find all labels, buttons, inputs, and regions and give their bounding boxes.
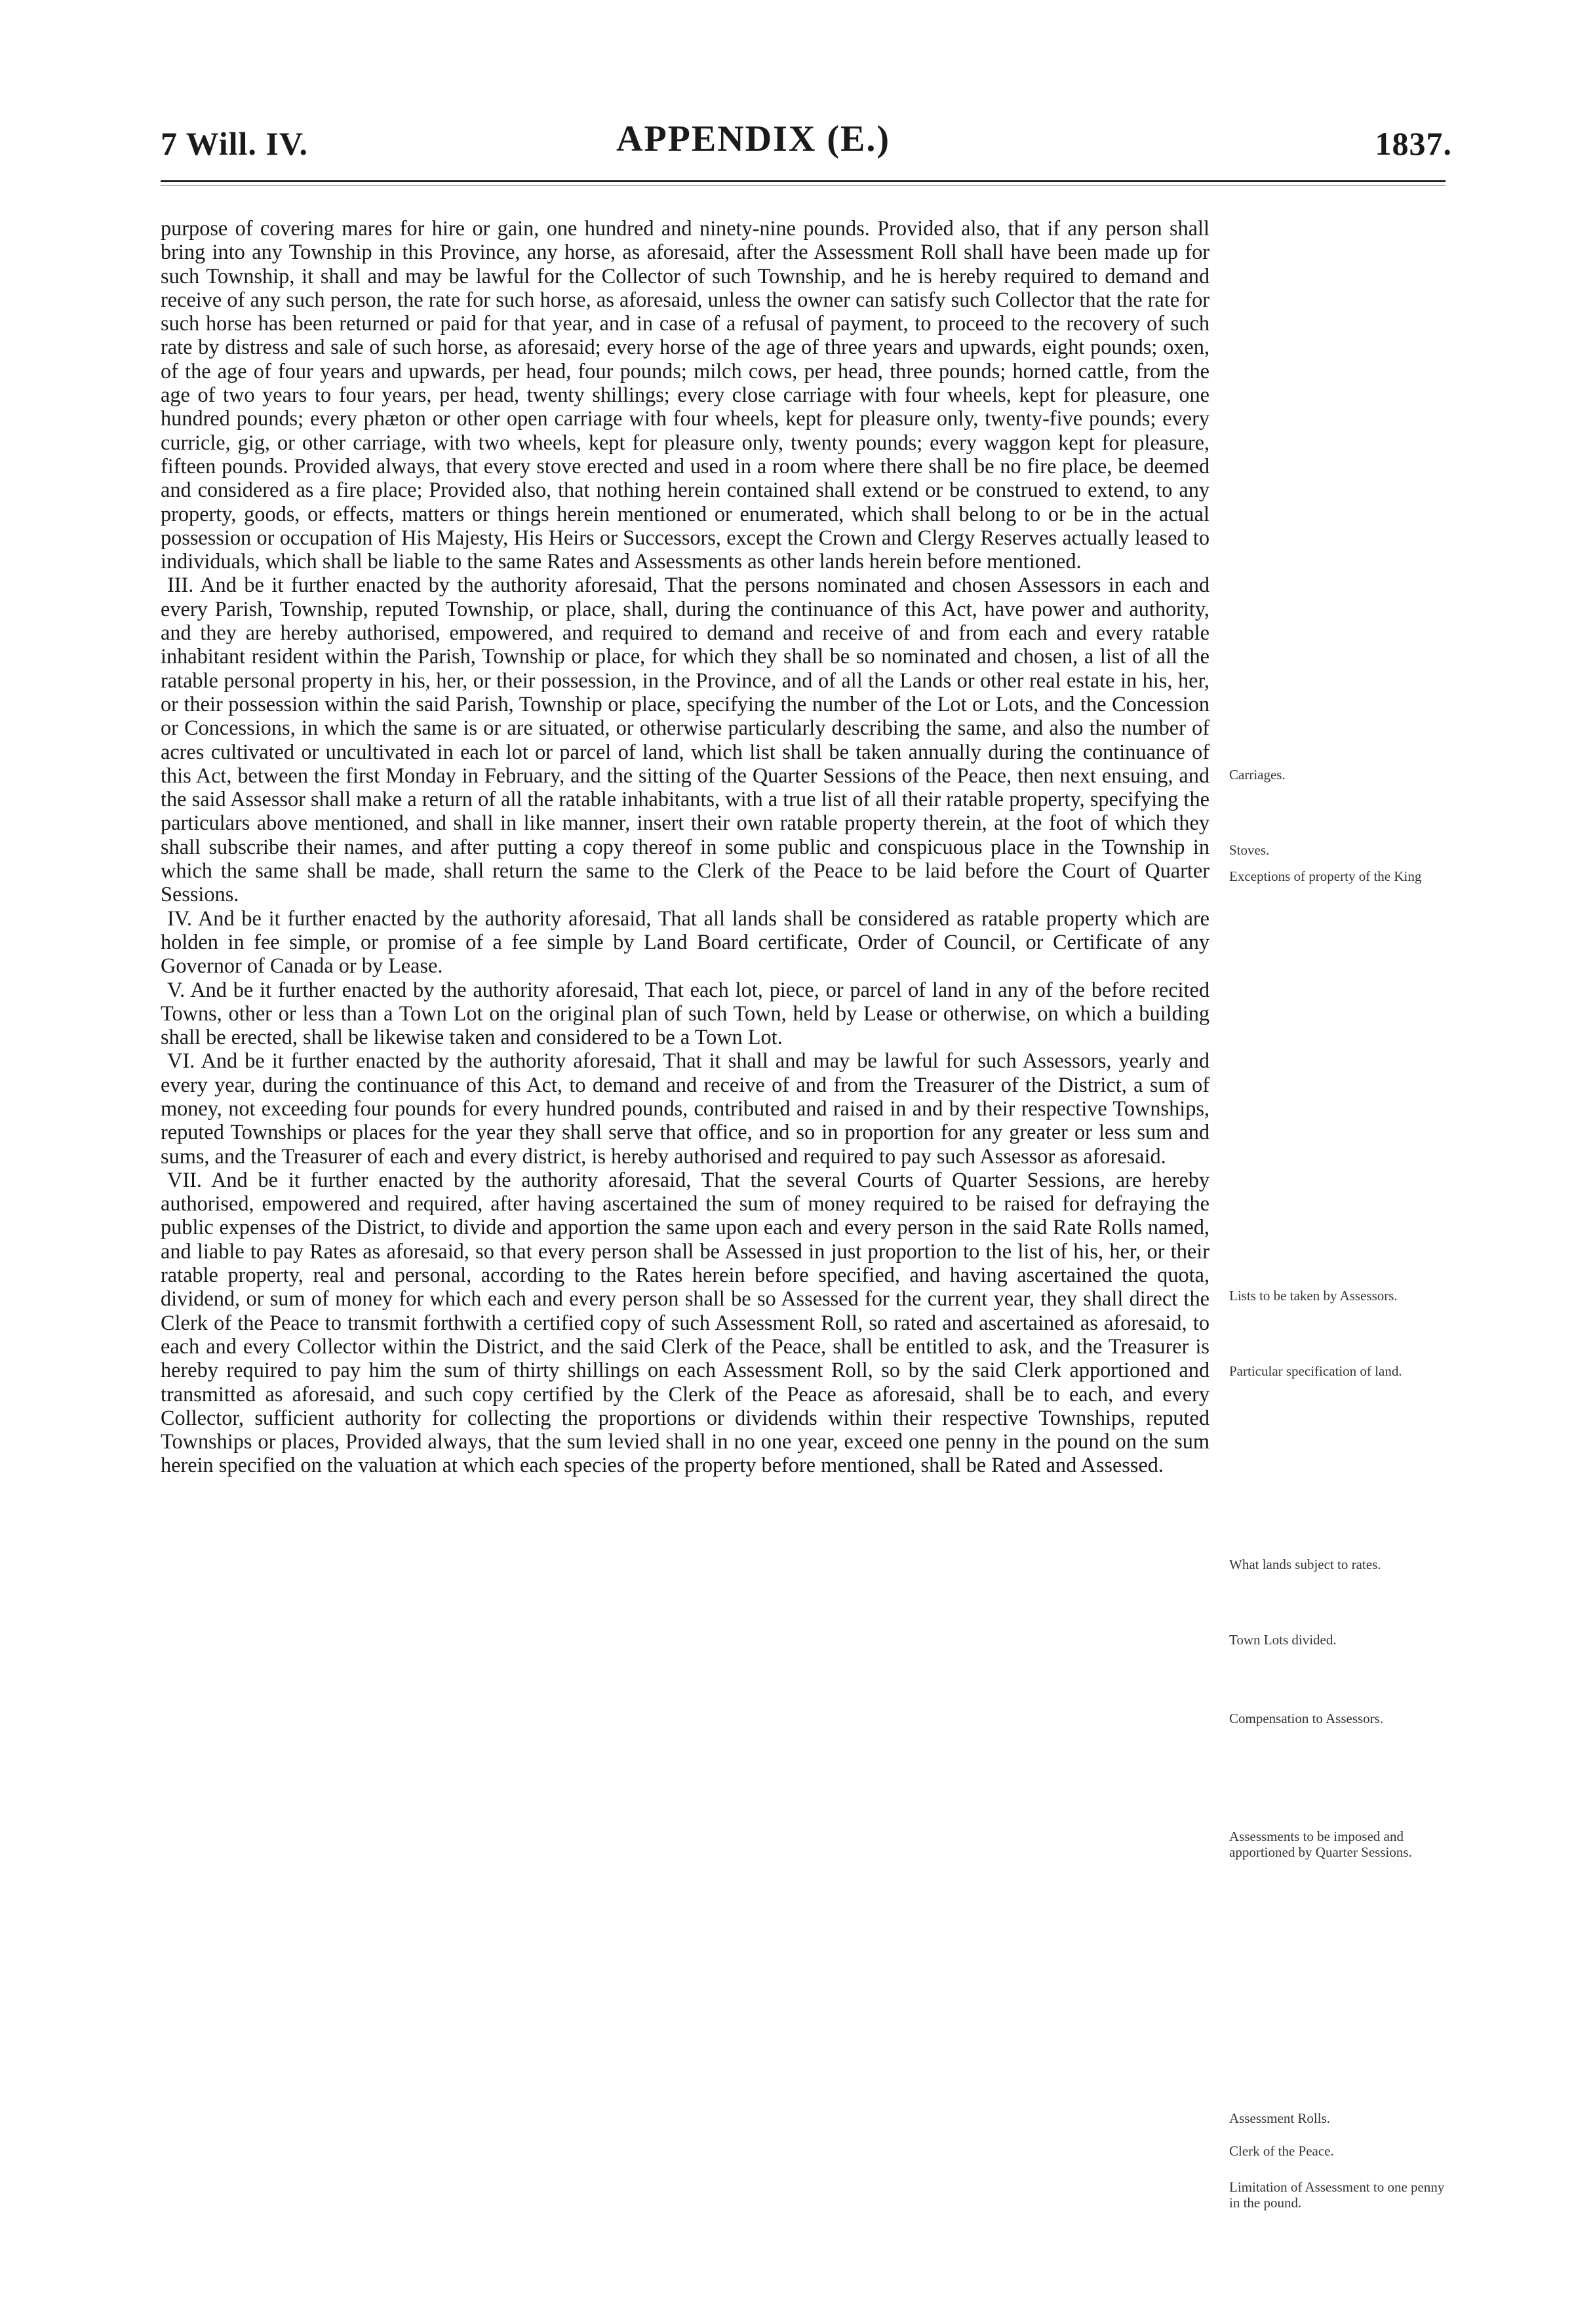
paragraph-section-vii: VII. And be it further enacted by the authority aforesaid, That the several Courts of Quarter Sessions, are hereby authorised, empowered and required, after having ascertained the sum of money required to be raised for defraying the public expenses of the District, to divide and apportion the same upon each and every person in the said Rate Rolls named, and liable to pay Rates as aforesaid, so that every person shall be Assessed in just proportion to the list of his, her, or their ratable property, real and personal, according to the Rates herein before specified, and having ascertained the quota, dividend, or sum of money for which each and every person shall be so Assessed for the current year, they shall direct the Clerk of the Peace to transmit forthwith a certified copy of such Assessment Roll, so rated and ascertained as aforesaid, to each and every Collector within the District, and the said Clerk of the Peace, shall be entitled to ask, and the Treasurer is hereby required to pay him the sum of thirty shillings on each Assessment Roll, so by the said Clerk apportioned and transmitted as aforesaid, and such copy certified by the Clerk of the Peace as aforesaid, shall be to each, and every Collector, sufficient authority for collecting the proportions or dividends within their respective Townships, reputed Townships or places, Provided always, that the sum levied shall in no one year, exceed one penny in the pound on the sum herein specified on the valuation at which each species of the property before mentioned, shall be Rated and Assessed. [161,1167,1210,1477]
margin-note-carriages: Carriages. [1229,767,1286,783]
margin-note-specification: Particular specification of land. [1229,1363,1402,1379]
margin-note-town-lots: Town Lots divided. [1229,1632,1337,1648]
margin-note-lists: Lists to be taken by Assessors. [1229,1288,1398,1304]
margin-note-what-lands: What lands subject to rates. [1229,1557,1381,1572]
paragraph-section-vi: VI. And be it further enacted by the authority aforesaid, That it shall and may be lawful for such Assessors, yearly and every year, during the continuance of this Act, to demand and receive of and from the Treasurer of the District, a sum of money, not exceeding four pounds for every hundred pounds, contributed and raised in and by their respective Townships, reputed Townships or places for the year they shall serve that office, and so in proportion for any greater or less sum and sums, and the Treasurer of each and every district, is hereby authorised and required to pay such Assessor as aforesaid. [161,1049,1210,1168]
margin-note-limitation: Limitation of Assessment to one penny in the pound. [1229,2179,1445,2211]
body-text [161,216,1210,2274]
paragraph-section-iv: IV. And be it further enacted by the authority aforesaid, That all lands shall be considered as ratable property which are holden in fee simple, or promise of a fee simple by Land Board certificate, Order of Council, or Certificate of any Governor of Canada or by Lease. [161,906,1210,978]
header-year: 1837. [1375,125,1452,162]
header-title: APPENDIX (E.) [616,119,890,159]
paragraph-section-v: V. And be it further enacted by the authority aforesaid, That each lot, piece, or parcel of land in any of the before recited Towns, other or less than a Town Lot on the original plan of such Town, held by Lease or otherwise, on which a building shall be erected, shall be likewise taken and considered to be a Town Lot. [161,977,1210,1049]
margin-note-clerk: Clerk of the Peace. [1229,2143,1334,2159]
margin-note-stoves: Stoves. [1229,842,1270,858]
margin-note-exceptions: Exceptions of property of the King [1229,868,1422,884]
margin-note-assessments: Assessments to be imposed and apportioned by Quarter Sessions. [1229,1829,1412,1860]
page-header [148,111,1459,170]
header-rule [161,180,1446,182]
paragraph-section-iii: III. And be it further enacted by the authority aforesaid, That the persons nominated and chosen Assessors in each and every Parish, Township, reputed Township, or place, shall, during the continuance of this Act, have power and authority, and they are hereby authorised, empowered, and required to demand and receive of and from each and every ratable inhabitant resident within the Parish, Township or place, for which they shall be so nominated and chosen, a list of all the ratable personal property in his, her, or their possession, in the Province, and of all the Lands or other real estate in his, her, or their possession within the said Parish, Township or place, specifying the number of the Lot or Lots, and the Concession or Concessions, in which the same is or are situated, or otherwise particularly describing the same, and also the number of acres cultivated or uncultivated in each lot or parcel of land, which list shall be taken annually during the continuance of this Act, between the first Monday in February, and the sitting of the Quarter Sessions of the Peace, then next ensuing, and the said Assessor shall make a return of all the ratable inhabitants, with a true list of all their ratable property, specifying the particulars above mentioned, and shall in like manner, insert their own ratable property therein, at the foot of which they shall subscribe their names, and after putting a copy thereof in some public and conspicuous place in the Township in which the same shall be made, shall return the same to the Clerk of the Peace to be laid before the Court of Quarter Sessions. [161,573,1210,906]
margin-note-assessment-rolls: Assessment Rolls. [1229,2110,1331,2126]
paragraph-rates-continued: purpose of covering mares for hire or gain, one hundred and ninety-nine pounds. Provided also, that if any person shall bring into any Township in this Province, any horse, as aforesaid, after the Assessment Roll shall have been made up for such Township, it shall and may be lawful for the Collector of such Township, and he is hereby required to demand and receive of any such person, the rate for such horse, as aforesaid, unless the owner can satisfy such Collector that the rate for such horse has been returned or paid for that year, and in case of a refusal of payment, to proceed to the recovery of such rate by distress and sale of such horse, as aforesaid; every horse of the age of three years and upwards, eight pounds; oxen, of the age of four years and upwards, per head, four pounds; milch cows, per head, three pounds; horned cattle, from the age of two years to four years, per head, twenty shillings; every close carriage with four wheels, kept for pleasure, one hundred pounds; every phæton or other open carriage with four wheels, kept for pleasure only, twenty-five pounds; every curricle, gig, or other carriage, with two wheels, kept for pleasure only, twenty pounds; every waggon kept for pleasure, fifteen pounds. Provided always, that every stove erected and used in a room where there shall be no fire place, be deemed and considered as a fire place; Provided also, that nothing herein contained shall extend or be construed to extend, to any property, goods, or effects, matters or things herein mentioned or enumerated, which shall belong to or be in the actual possession or occupation of His Majesty, His Heirs or Successors, except the Crown and Clergy Reserves actually leased to individuals, which shall be liable to the same Rates and Assessments as other lands herein before mentioned. [161,216,1210,573]
header-regnal-year: 7 Will. IV. [161,125,308,162]
margin-note-compensation: Compensation to Assessors. [1229,1711,1384,1726]
